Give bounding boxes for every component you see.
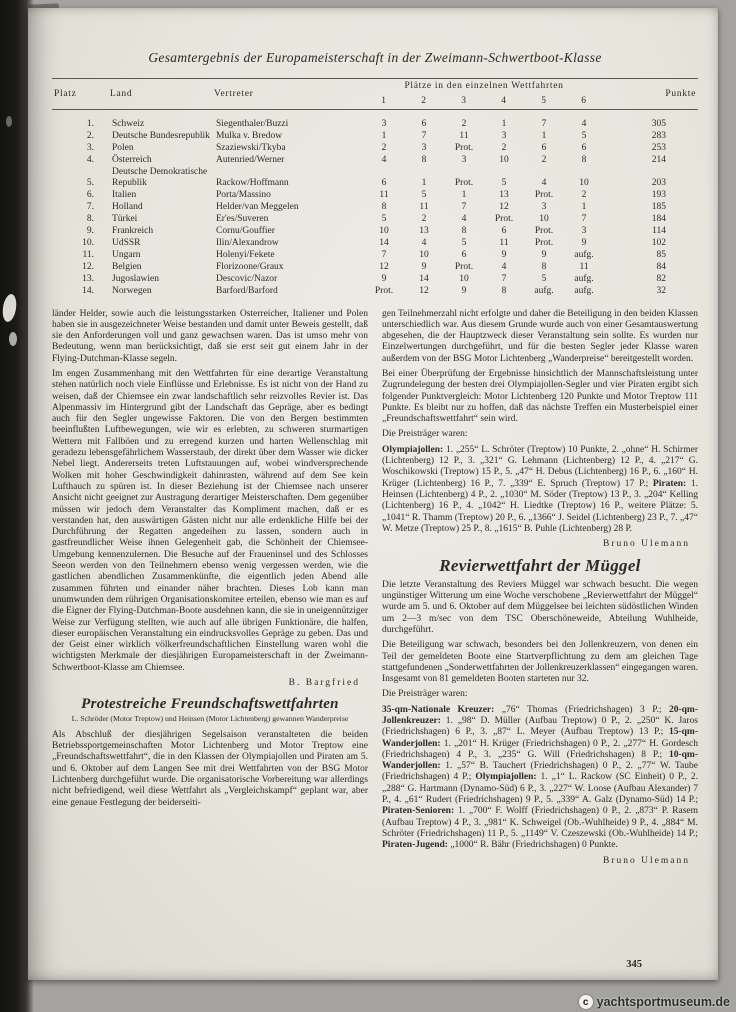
platz-cell: 8. xyxy=(86,214,94,224)
col-header-race-5: 5 xyxy=(541,96,547,106)
platz-cell: 13. xyxy=(82,274,94,284)
race-cell: 11 xyxy=(499,238,509,248)
magazine-page xyxy=(28,8,718,980)
race-cell: 10 xyxy=(499,155,509,165)
race-cell: 9 xyxy=(461,286,467,296)
land-cell: Frankreich xyxy=(112,226,154,236)
vertreter-cell: Szaziewski/Tkyba xyxy=(216,143,286,153)
punkte-cell: 184 xyxy=(651,214,666,224)
prize-entries: 1. Heinsen (Lichtenberg) 4 P., 2. „1030“ M. Söder (Treptow) 13 P., 3. „204“ Kelling (Lichtenberg) 16 P., 4. „1042“ H. Liedtke (Treptow) 16 P., weitere Plätze: 5. „1041“ R. Thamm (Treptow) 20 P., 6. „1366“ J. Seidel (Lichtenberg) 23 P., 7. „47“ W. Metze (Treptow) 25 P., 8. „1615“ B. Puhle (Lichtenberg) 28 P. xyxy=(382,478,698,534)
race-cell: 9 xyxy=(501,250,507,260)
body-paragraph: Als Abschluß der diesjährigen Segelsaison veranstalteten die beiden Betriebssportgemeinschaften Motor Lichtenberg und Motor Treptow eine „Freundschaftswettfahrt“, die in den Klassen der Olympiajollen und Piraten am 5. und 6. Oktober auf dem Langen See mit drei Wettfahrten von der BSG Motor Lichtenberg durchgeführt wurde. Die organisatorische Vorbereitung war allerdings nicht befriedigend, weil diese Wettfahrt als „Vergleichskampf“ geplant war, aber eine genaue Festlegung der beiderseiti- xyxy=(52,729,368,808)
watermark xyxy=(579,995,730,1009)
author-signature: Bruno Ulemann xyxy=(603,855,690,866)
left-column xyxy=(52,309,368,959)
vertreter-cell: Ilin/Alexandrow xyxy=(216,238,279,248)
prize-intro: Die Preisträger waren: xyxy=(382,429,468,440)
platz-cell: 7. xyxy=(86,202,94,212)
race-cell: Prot. xyxy=(454,178,474,188)
race-cell: 2 xyxy=(381,143,387,153)
race-cell: 5 xyxy=(381,214,387,224)
prize-entries: „1000“ R. Bähr (Friedrichshagen) 0 Punkte. xyxy=(450,840,618,851)
scan-artifact xyxy=(9,332,17,346)
page-title: Gesamtergebnis der Europameisterschaft in der Zweimann-Schwertboot-Klasse xyxy=(148,50,602,65)
vertreter-cell: Er'es/Suveren xyxy=(216,214,269,224)
race-cell: 10 xyxy=(579,178,589,188)
vertreter-cell: Descovic/Nazor xyxy=(216,274,278,284)
platz-cell: 11. xyxy=(82,250,94,260)
punkte-cell: 193 xyxy=(651,190,666,200)
vertreter-cell: Florizoone/Graux xyxy=(216,262,284,272)
punkte-cell: 85 xyxy=(656,250,666,260)
col-header-race-6: 6 xyxy=(581,96,587,106)
results-table xyxy=(52,78,698,298)
race-cell: Prot. xyxy=(454,262,474,272)
vertreter-cell: Porta/Massino xyxy=(216,190,271,200)
body-paragraph: Die Beteiligung war schwach, besonders bei den Jollenkreuzern, von denen ein Teil der gemeldeten Boote eine Startverpflichtung zu dem am gleichen Tage stattgefundenen „Sonderwettfahrten der Jollenkreuzerklassen“ eingegangen waren. Insgesamt von 81 gemeldeten Booten starteten nur 32. xyxy=(382,640,698,685)
race-cell: 6 xyxy=(581,143,587,153)
platz-cell: 3. xyxy=(86,143,94,153)
prize-entries: 1. „57“ B. Tauchert (Friedrichshagen) 0 P., 2. „77“ W. Taube (Friedrichshagen) 4 P.; xyxy=(382,761,698,783)
col-header-race-2: 2 xyxy=(421,96,427,106)
race-cell: 12 xyxy=(379,262,389,272)
race-cell: 6 xyxy=(541,143,547,153)
race-cell: 5 xyxy=(541,274,547,284)
col-header-land: Land xyxy=(110,88,133,99)
race-cell: 2 xyxy=(501,143,507,153)
vertreter-cell: Rackow/Hoffmann xyxy=(216,178,289,188)
vertreter-cell: Holenyi/Fekete xyxy=(216,250,275,260)
land-cell: Polen xyxy=(112,143,134,153)
race-cell: 1 xyxy=(501,119,507,129)
punkte-cell: 214 xyxy=(651,155,666,165)
table-row xyxy=(52,250,698,262)
race-cell: 9 xyxy=(541,250,547,260)
race-cell: 3 xyxy=(461,155,467,165)
table-row xyxy=(52,202,698,214)
platz-cell: 2. xyxy=(86,131,94,141)
race-cell: 12 xyxy=(499,202,509,212)
vertreter-cell: Barford/Barford xyxy=(216,286,278,296)
race-cell: 12 xyxy=(419,286,429,296)
race-cell: 4 xyxy=(581,119,587,129)
race-cell: 8 xyxy=(541,262,547,272)
race-cell: 1 xyxy=(421,178,427,188)
prize-entries: 1. „255“ L. Schröter (Treptow) 10 Punkte, 2. „ohne“ H. Schirmer (Lichtenberg) 12 P., 3. „321“ G. Lehmann (Lichtenberg) 12 P., 4. „217“ G. Woschikowski (Treptow) 15 P., 5. „47“ H. Debus (Lichtenberg) 16 P., 6. „160“ H. Krüger (Lichtenberg) 16 P., 7. „339“ E. Spruch (Treptow) 17 P.; xyxy=(382,444,698,489)
race-cell: 4 xyxy=(381,155,387,165)
race-cell: aufg. xyxy=(574,274,594,284)
prize-list-muggel xyxy=(382,705,698,852)
prize-class-label: Piraten-Senioren: xyxy=(382,806,458,817)
col-header-vertreter: Vertreter xyxy=(214,88,254,99)
race-cell: 8 xyxy=(461,226,467,236)
prize-class-label: 35-qm-Nationale Kreuzer: xyxy=(382,704,502,715)
prize-list-freundschaftswettfahrt xyxy=(382,445,698,535)
table-row xyxy=(52,143,698,155)
race-cell: 11 xyxy=(579,262,589,272)
race-cell: Prot. xyxy=(534,238,554,248)
platz-cell: 12. xyxy=(82,262,94,272)
table-row xyxy=(52,131,698,143)
race-cell: 4 xyxy=(541,178,547,188)
table-row xyxy=(52,155,698,167)
punkte-cell: 102 xyxy=(651,238,666,248)
prize-class-label: Olympiajollen: xyxy=(475,772,541,783)
col-header-platz: Platz xyxy=(54,88,77,99)
platz-cell: 4. xyxy=(86,155,94,165)
race-cell: 8 xyxy=(421,155,427,165)
platz-cell: 6. xyxy=(86,190,94,200)
article-heading-muggel: Revierwettfahrt der Müggel xyxy=(439,556,641,576)
table-row xyxy=(52,226,698,238)
land-cell: Norwegen xyxy=(112,286,152,296)
land-cell: Türkei xyxy=(112,214,138,224)
copyright-icon: c xyxy=(579,995,593,1009)
race-cell: 14 xyxy=(419,274,429,284)
article-columns xyxy=(52,309,698,959)
race-cell: 3 xyxy=(581,226,587,236)
race-cell: 9 xyxy=(581,238,587,248)
page-number: 345 xyxy=(626,959,642,970)
prize-entries: 1. „1“ L. Rackow (SC Einheit) 0 P., 2. „288“ G. Hartmann (Dynamo-Süd) 6 P., 3. „227“ W. Loose (Aufbau Alexander) 7 P., 4. „61“ Rudert (Friedrichshagen) 9 P., 5. „339“ A. Galz (Dynamo-Süd) 14 P.; xyxy=(382,772,698,806)
race-cell: 8 xyxy=(581,155,587,165)
race-cell: 4 xyxy=(501,262,507,272)
race-cell: 1 xyxy=(381,131,387,141)
race-cell: 2 xyxy=(421,214,427,224)
prize-class-label: Piraten-Jugend: xyxy=(382,840,451,851)
race-cell: Prot. xyxy=(534,190,554,200)
land-cell: Holland xyxy=(112,202,143,212)
col-header-punkte: Punkte xyxy=(665,88,696,99)
table-row xyxy=(52,190,698,202)
race-cell: aufg. xyxy=(574,250,594,260)
punkte-cell: 283 xyxy=(651,131,666,141)
author-signature: Bruno Ulemann xyxy=(603,539,690,550)
land-cell: Jugoslawien xyxy=(112,274,159,284)
punkte-cell: 203 xyxy=(651,178,666,188)
scan-artifact xyxy=(6,116,12,127)
vertreter-cell: Helder/van Meggelen xyxy=(216,202,299,212)
race-cell: 6 xyxy=(421,119,427,129)
race-cell: 6 xyxy=(501,226,507,236)
race-cell: 1 xyxy=(461,190,467,200)
race-cell: Prot. xyxy=(534,226,554,236)
race-cell: 5 xyxy=(421,190,427,200)
body-paragraph: gen Teilnehmerzahl nicht erfolgte und daher die Beteiligung in den beiden Klassen unterschiedlich war. Aus diesem Grunde wurde auch von einer Gesamtauswertung abgesehen, die der Hauptzweck dieser Veranstaltung sein sollte. Es wurden nur Einzelwertungen durchgeführt, und für die besten Segler jeder Klasse waren außerdem von der BSG Motor Lichtenberg „Wanderpreise“ bereitgestellt worden. xyxy=(382,308,698,364)
author-signature: B. Bargfried xyxy=(288,678,360,688)
race-cell: Prot. xyxy=(454,143,474,153)
race-cell: 2 xyxy=(461,119,467,129)
results-table-body xyxy=(52,110,698,298)
race-cell: 2 xyxy=(541,155,547,165)
race-cell: 11 xyxy=(459,131,469,141)
punkte-cell: 305 xyxy=(651,119,666,129)
race-cell: 5 xyxy=(461,238,467,248)
land-cell: Schweiz xyxy=(112,119,145,129)
race-cell: 7 xyxy=(581,214,587,224)
prize-entries: 1. „700“ F. Wolff (Friedrichshagen) 0 P., 2. „873“ P. Rasem (Aufbau Treptow) 4 P., 3. „981“ K. Schweigel (Ob.-Wuhlheide) 9 P., 4. „884“ M. Schröter (Friedrichshagen) 11 P., 5. „1149“ V. Czeszewski (Ob.-Wuhlheide) 14 P.; xyxy=(382,806,698,839)
race-cell: 13 xyxy=(419,226,429,236)
col-header-race-3: 3 xyxy=(461,96,467,106)
land-cell: Österreich xyxy=(112,155,152,165)
race-cell: aufg. xyxy=(574,286,594,296)
race-cell: 3 xyxy=(421,143,427,153)
race-cell: 3 xyxy=(541,202,547,212)
body-paragraph: Die letzte Veranstaltung des Reviers Müggel war schwach besucht. Die wegen ungünstiger Witterung um eine Woche verschobene „Revierwettfahrt der Müggel“ wurde am 5. und 6. Oktober auf dem Müggelsee bei leichten südöstlichen Winden um 2—3 m/sec von dem TSC Oberschöneweide, Abteilung Wuhlheide, durchgeführt. xyxy=(382,579,698,635)
body-paragraph: Bei einer Überprüfung der Ergebnisse hinsichtlich der Mannschaftsleistung unter Zugrundelegung der besten drei Olympiajollen-Segler und vier Piraten ergibt sich folgender Punktvergleich: Motor Lichtenberg 120 Punkte und Motor Treptow 111 Punkte. Es bleibt nur zu hoffen, daß das nächste Treffen ein Musterbeispiel einer „Freundschaftswettfahrt“ sein wird. xyxy=(382,368,698,425)
table-row xyxy=(52,110,698,131)
table-row xyxy=(52,214,698,226)
race-cell: Prot. xyxy=(494,214,514,224)
race-cell: 3 xyxy=(501,131,507,141)
race-cell: Prot. xyxy=(374,286,394,296)
land-cell: Italien xyxy=(112,190,137,200)
prize-class-label: 15-qm-Wanderjollen: xyxy=(382,727,698,749)
punkte-cell: 84 xyxy=(656,262,666,272)
platz-cell: 1. xyxy=(86,119,94,129)
punkte-cell: 185 xyxy=(651,202,666,212)
race-cell: 7 xyxy=(381,250,387,260)
race-cell: 1 xyxy=(581,202,587,212)
table-row xyxy=(52,274,698,286)
watermark-text: yachtsportmuseum.de xyxy=(596,995,730,1009)
race-cell: 9 xyxy=(421,262,427,272)
punkte-cell: 114 xyxy=(652,226,666,236)
race-cell: 5 xyxy=(581,131,587,141)
race-cell: 3 xyxy=(381,119,387,129)
col-header-race-1: 1 xyxy=(381,96,387,106)
race-cell: 9 xyxy=(381,274,387,284)
race-cell: 1 xyxy=(541,131,547,141)
article-heading-freundschaftswettfahrten: Protestreiche Freundschaftswettfahrten xyxy=(81,696,339,713)
land-cell: UdSSR xyxy=(112,238,141,248)
col-header-race-4: 4 xyxy=(501,96,507,106)
land-cell: Deutsche Demokratische Republik xyxy=(112,167,208,188)
table-row xyxy=(52,167,698,190)
prize-class-label: Piraten: xyxy=(652,478,691,489)
race-cell: 10 xyxy=(539,214,549,224)
race-cell: 6 xyxy=(381,178,387,188)
body-paragraph: länder Helder, sowie auch die leistungsstarken Österreicher, Italiener und Polen haben sie in ausgezeichneter Weise bestanden und damit unter Beweis gestellt, daß sie den Anforderungen voll und ganz gewachsen waren. Das ist umso mehr von Bedeutung, wenn man berücksichtigt, daß sie erst seit gut einem Jahr in der Flying-Dutchman-Klasse segeln. xyxy=(52,308,368,364)
platz-cell: 14. xyxy=(82,286,94,296)
prize-entries: 1. „201“ H. Krüger (Friedrichshagen) 0 P., 2. „277“ H. Gordesch (Friedrichshagen) 4 P., 3. „235“ G. Will (Friedrichshagen) 8 P.; xyxy=(382,738,698,760)
results-table-header xyxy=(52,79,698,110)
race-cell: 5 xyxy=(501,178,507,188)
table-row xyxy=(52,262,698,274)
race-cell: 13 xyxy=(499,190,509,200)
vertreter-cell: Siegenthaler/Buzzi xyxy=(216,119,289,129)
prize-entries: 1. „98“ D. Müller (Aufbau Treptow) 0 P., 2. „250“ K. Jaros (Friedrichshagen) 6 P., 3. „87“ L. Meyer (Aufbau Treptow) 13 P.; xyxy=(382,716,698,738)
prize-class-label: Olympiajollen: xyxy=(382,444,446,455)
right-column xyxy=(382,309,698,959)
land-cell: Belgien xyxy=(112,262,142,272)
col-header-races-group: Plätze in den einzelnen Wettfahrten xyxy=(404,81,564,91)
race-cell: 2 xyxy=(581,190,587,200)
race-cell: 8 xyxy=(501,286,507,296)
land-cell: Deutsche Bundesrepublik xyxy=(112,131,210,141)
prize-intro: Die Preisträger waren: xyxy=(382,689,468,700)
platz-cell: 5. xyxy=(86,178,94,188)
vertreter-cell: Cornu/Gouffier xyxy=(216,226,275,236)
race-cell: 7 xyxy=(421,131,427,141)
prize-entries: „76“ Thomas (Friedrichshagen) 3 P.; xyxy=(501,704,669,715)
body-paragraph: Im engen Zusammenhang mit den Wettfahrten für eine derartige Veranstaltung stehen natürlich noch viele Einflüsse und Erlebnisse. Es ist nicht von der Hand zu weisen, daß der Chiemsee ein zwar landschaftlich sehr reizvolles Revier ist. Das Alpenmassiv im Hintergrund gibt der Landschaft das Gepräge, aber es bedingt auch für den Segler ungewisse Faktoren. Die von den Bergen bestimmten beeinflußten Luftbewegungen, wie wir es erlebten, zu schweren sturmartigen Wettern mit Fallböen und zu erregend kurzen und harten Wellenschlag mit geradezu lebensgefährlichem Wasserstaub, der direkt über dem Wasser wie dicker Nebel liegt. Andererseits treten Luftstauungen auf, wobei windversprechende Wolken mit hoher Geschwindigkeit dahinrasten, während auf dem See kein Lufthauch zu spüren ist. In dieser Beziehung ist der Chiemsee nach unserer Ansicht nicht geeignet zur Austragung derartiger Meisterschaften. Dem gegenüber müssen wir jedoch dem Veranstalter das Kompliment machen, daß er es verstanden hat, den auswärtigen Gästen nicht nur alle erdenkliche Hilfe bei der Durchführung der Regatten angedeihen zu lassen, sondern auch in gastfreundlicher Weise ihnen Gelegenheit gab, die Schönheit der Chiemsee-Umgebung kennenzulernen. Die Besuche auf der Fraueninsel und des Schlosses Seeon werden von den Teilnehmern ebenso wenig vergessen werden, wie die gastlichen abendlichen Zusammenkünfte, die eigentlich jeden Abend alle zusammen führten und einander näher brachten. Dieses Lob kann man unumwunden dem rührigen Organisationskomitee erteilen, ebenso wie man es auf die Eigner der Flying-Dutchman-Boote ausdehnen kann, die sie in uneigennütziger Weise zur Verfügung stellten, wie auch auf alle übrigen Funktionäre, die halfen, dieser europäischen Veranstaltung ein eindrucksvolles Gepräge zu geben. Das und der Geist einer wirklich völkerfreundschaftlichen Einstellung waren wohl die wichtigsten Merkmale der diesjährigen Europameisterschaft in der Zweimann-Schwertboot-Klasse am Chiemsee. xyxy=(52,368,368,673)
table-row xyxy=(52,238,698,250)
race-cell: 7 xyxy=(461,202,467,212)
article-subheading: L. Schröder (Motor Treptow) und Heinsen (Motor Lichtenberg) gewannen Wanderpreise xyxy=(71,713,349,723)
race-cell: 14 xyxy=(379,238,389,248)
race-cell: 11 xyxy=(419,202,429,212)
land-cell: Ungarn xyxy=(112,250,141,260)
race-cell: 6 xyxy=(461,250,467,260)
platz-cell: 9. xyxy=(86,226,94,236)
table-row xyxy=(52,286,698,298)
race-cell: 7 xyxy=(501,274,507,284)
race-cell: 4 xyxy=(421,238,427,248)
punkte-cell: 32 xyxy=(656,286,666,296)
punkte-cell: 253 xyxy=(651,143,666,153)
race-cell: 10 xyxy=(459,274,469,284)
race-cell: 11 xyxy=(379,190,389,200)
punkte-cell: 82 xyxy=(656,274,666,284)
race-cell: 10 xyxy=(419,250,429,260)
vertreter-cell: Mulka v. Bredow xyxy=(216,131,283,141)
race-cell: 10 xyxy=(379,226,389,236)
vertreter-cell: Autenried/Werner xyxy=(216,155,285,165)
race-cell: 4 xyxy=(461,214,467,224)
race-cell: 7 xyxy=(541,119,547,129)
race-cell: aufg. xyxy=(534,286,554,296)
prize-class-label: 10-qm-Wanderjollen: xyxy=(382,749,698,772)
race-cell: 8 xyxy=(381,202,387,212)
prize-class-label: 20-qm-Jollenkreuzer: xyxy=(382,704,698,726)
platz-cell: 10. xyxy=(82,238,94,248)
